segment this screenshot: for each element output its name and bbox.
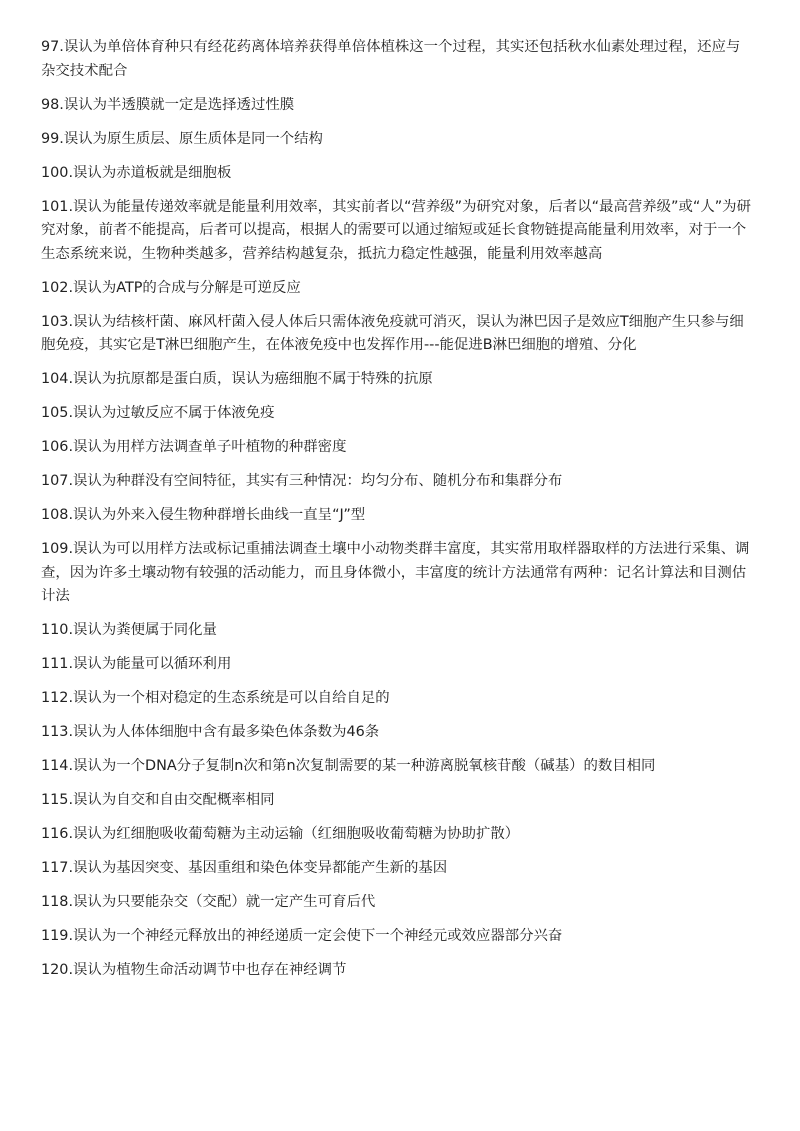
list-item-117: 117.误认为基因突变、基因重组和染色体变异都能产生新的基因 [41, 860, 448, 876]
list-item-100: 100.误认为赤道板就是细胞板 [41, 164, 232, 181]
list-item-119: 119.误认为一个神经元释放出的神经递质一定会使下一个神经元或效应器部分兴奋 [41, 928, 563, 944]
list-item-112: 112.误认为一个相对稳定的生态系统是可以自给自足的 [41, 690, 390, 706]
list-item-113: 113.误认为人体体细胞中含有最多染色体条数为46条 [41, 724, 380, 740]
list-item-106: 106.误认为用样方法调查单子叶植物的种群密度 [41, 439, 347, 455]
list-item-97: 97.误认为单倍体育种只有经花药离体培养获得单倍体植株这一个过程，其实还包括秋水仙素处理过程，还应与杂交技术配合 [41, 39, 741, 79]
list-item-114: 114.误认为一个DNA分子复制n次和第n次复制需要的某一种游离脱氧核苷酸（碱基）的数目相同 [41, 758, 656, 774]
list-item-98: 98.误认为半透膜就一定是选择透过性膜 [41, 96, 295, 113]
list-item-118: 118.误认为只要能杂交（交配）就一定产生可育后代 [41, 894, 376, 910]
list-item-107: 107.误认为种群没有空间特征，其实有三种情况：均匀分布、随机分布和集群分布 [41, 473, 563, 489]
list-item-99: 99.误认为原生质层、原生质体是同一个结构 [41, 130, 323, 147]
list-item-105: 105.误认为过敏反应不属于体液免疫 [41, 405, 275, 421]
list-item-111: 111.误认为能量可以循环利用 [41, 656, 232, 672]
list-item-115: 115.误认为自交和自由交配概率相同 [41, 792, 275, 808]
list-item-116: 116.误认为红细胞吸收葡萄糖为主动运输（红细胞吸收葡萄糖为协助扩散） [41, 826, 520, 842]
list-item-102: 102.误认为ATP的合成与分解是可逆反应 [41, 279, 301, 296]
list-item-108: 108.误认为外来入侵生物种群增长曲线一直呈“J”型 [41, 507, 366, 523]
list-item-104: 104.误认为抗原都是蛋白质，误认为癌细胞不属于特殊的抗原 [41, 371, 433, 387]
list-item-110: 110.误认为粪便属于同化量 [41, 622, 217, 638]
list-item-109: 109.误认为可以用样方法或标记重捕法调查土壤中小动物类群丰富度，其实常用取样器取样的方法进行采集、调查，因为许多土壤动物有较强的活动能力，而且身体微小，丰富度的统计方法通常有两种：记名计算法和目测估计法 [41, 541, 750, 604]
list-item-101: 101.误认为能量传递效率就是能量利用效率，其实前者以“营养级”为研究对象，后者以“最高营养级”或“人”为研究对象，前者不能提高，后者可以提高，根据人的需要可以通过缩短或延长食物链提高能量利用效率，对于一个生态系统来说，生物种类越多，营养结构越复杂，抵抗力稳定性越强，能量利用效率越高 [41, 198, 751, 262]
list-item-120: 120.误认为植物生命活动调节中也存在神经调节 [41, 962, 347, 978]
list-item-103: 103.误认为结核杆菌、麻风杆菌入侵人体后只需体液免疫就可消灭，误认为淋巴因子是效应T细胞产生只参与细胞免疫，其实它是T淋巴细胞产生，在体液免疫中也发挥作用---能促进B淋巴细胞的增殖、分化 [41, 313, 744, 353]
